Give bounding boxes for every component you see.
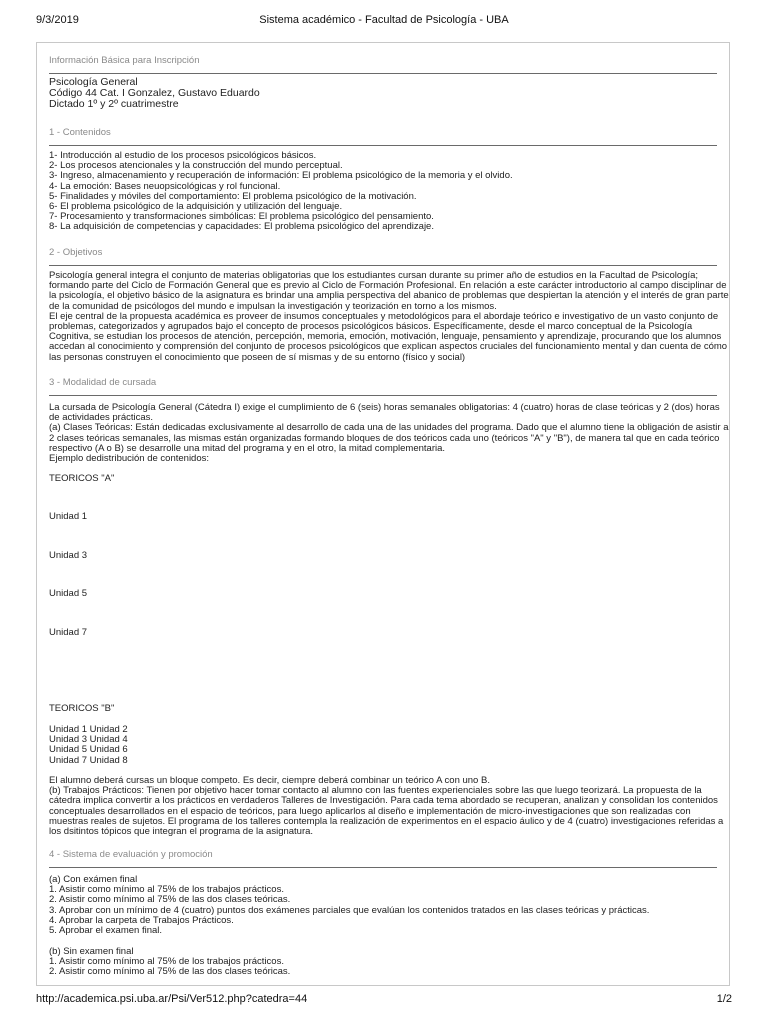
paragraph-line: El alumno deberá cursas un bloque competo. Es decir, ciempre deberá combinar un teórico A con uno B. [49, 775, 490, 786]
list-item: (b) Sin examen final [49, 946, 134, 957]
teoricos-b-unit: Unidad 7 Unidad 8 [49, 754, 128, 766]
paragraph-line: 2 clases teóricas semanales, las mismas están organizadas formando bloques de dos teóricos cada uno (teóricos "A" y "B"), de manera tal que en cada teórico [49, 432, 720, 444]
evaluacion-con-examen [49, 875, 717, 936]
list-item: 8- La adquisición de competencias y capacidades: El problema psicológico del aprendizaje. [49, 221, 434, 233]
paragraph-line: accedan al conocimiento y comprensión del conjunto de procesos psicológicos que explican aspectos cruciales del funcionamiento mental y dan cuenta de cómo [49, 341, 728, 353]
evaluacion-heading: 4 - Sistema de evaluación y promoción [49, 849, 717, 868]
subject-dictado: Dictado 1º y 2º cuatrimestre [49, 97, 179, 110]
list-item: 2. Asistir como mínimo al 75% de las dos clases teóricas. [49, 966, 291, 978]
paragraph-line: de la comunidad de psicólogos del mundo e impulsan la investigación y teorización en torno a los mismos. [49, 300, 497, 312]
teoricos-b-unit: Unidad 5 Unidad 6 [49, 744, 128, 756]
paragraph-line: formando parte del Ciclo de Formación General que es previo al Ciclo de Formación Profesional. En relación a este carácter introductorio al campo disciplinar de [49, 280, 727, 292]
paragraph-line: problemas, categorizados y agrupados bajo el concepto de procesos psicológicos básicos. Específicamente, desde el marco conceptual de la Psicología [49, 321, 693, 333]
list-item: 2- Los procesos atencionales y la construcción del mundo perceptual. [49, 160, 343, 172]
paragraph-line: los dsitintos tópicos que integran el programa de la asignatura. [49, 826, 314, 838]
teoricos-b-unit: Unidad 1 Unidad 2 [49, 724, 128, 735]
basic-info-block [49, 77, 717, 109]
modalidad-closing [49, 775, 724, 838]
modalidad-intro [49, 402, 729, 465]
print-footer [36, 993, 732, 1007]
list-item: 1- Introducción al estudio de los procesos psicológicos básicos. [49, 150, 317, 161]
list-item: 4- La emoción: Bases neuopsicológicas y rol funcional. [49, 180, 281, 192]
paragraph-line: las personas construyen el conocimiento que poseen de sí mismas y de su entorno (físico y social) [49, 351, 466, 363]
list-item: 4. Aprobar la carpeta de Trabajos Prácticos. [49, 914, 234, 926]
paragraph-line: Psicología general integra el conjunto de materias obligatorias que los estudiantes cursan durante su primer año de estudios en la Facultad de Psicología; [49, 270, 699, 281]
teoricos-a-unit: Unidad 1 [49, 511, 88, 522]
evaluacion-sin-examen [49, 947, 717, 978]
paragraph-line: La cursada de Psicología General (Cátedra I) exige el cumplimiento de 6 (seis) horas semanales obligatorias: 4 (cuatro) horas de clase teóricas y 2 (dos) horas [49, 402, 720, 413]
paragraph-line: Cognitiva, se estudian los procesos de atención, percepción, memoria, emoción, motivación, lenguaje, pensamiento y aprendizaje, procurando que los alumnos [49, 331, 722, 343]
print-title: Sistema académico - Facultad de Psicología - UBA [259, 14, 509, 26]
teoricos-a-label: TEORICOS "A" [49, 473, 115, 484]
subject-name: Psicología General [49, 76, 138, 88]
teoricos-b-unit: Unidad 3 Unidad 4 [49, 734, 128, 746]
list-item: 2. Asistir como mínimo al 75% de las dos clases teóricas. [49, 894, 291, 906]
modalidad-heading: 3 - Modalidad de cursada [49, 377, 717, 396]
teoricos-a-unit: Unidad 7 [49, 627, 88, 638]
paragraph-line: la psicología, el objetivo básico de la asignatura es brindar una amplia perspectiva del abanico de problemas que despiertan la atención y el interés de gran parte [49, 290, 729, 302]
basic-info-heading: Información Básica para Inscripción [49, 55, 717, 74]
paragraph-line: El eje central de la propuesta académica es proveer de insumos conceptuales y metodológicos para el abordaje teórico e investigativo de un vasto conjunto de [49, 310, 719, 322]
teoricos-b-units [49, 725, 717, 766]
list-item: (a) Con exámen final [49, 874, 138, 885]
contenidos-list [49, 151, 717, 233]
print-url: http://academica.psi.uba.ar/Psi/Ver512.php?catedra=44 [36, 993, 308, 1005]
paragraph-line: de actividades prácticas. [49, 412, 154, 424]
paragraph-line: (b) Trabajos Prácticos: Tienen por objetivo hacer tomar contacto al alumno con las fuentes experienciales sobre las que luego teorizará. La propuesta de la [49, 785, 702, 797]
objetivos-heading: 2 - Objetivos [49, 247, 717, 266]
paragraph-line: respectivo (A o B) se desarrolle una mitad del programa y en el otro, la mitad complementaria. [49, 442, 446, 454]
teoricos-a-unit: Unidad 3 [49, 550, 88, 561]
paragraph-line: Ejemplo dedistribución de contenidos: [49, 453, 210, 465]
teoricos-b-label: TEORICOS "B" [49, 703, 115, 714]
paragraph-line: conceptuales desarrollados en el espacio de teóricos, para luego aplicarlos al diseño e implementación de micro-investigaciones que son realizadas con [49, 805, 691, 817]
teoricos-a-unit: Unidad 5 [49, 588, 88, 599]
list-item: 1. Asistir como mínimo al 75% de los trabajos prácticos. [49, 956, 284, 968]
print-date: 9/3/2019 [36, 14, 79, 26]
subject-code: Código 44 Cat. I Gonzalez, Gustavo Eduardo [49, 86, 260, 99]
paragraph-line: (a) Clases Teóricas: Están dedicadas exclusivamente al desarrollo de cada una de las unidades del programa. Dado que el alumno tiene la obligación de asistir a [49, 422, 729, 434]
list-item: 7- Procesamiento y transformaciones simbólicas: El problema psicológico del pensamiento. [49, 211, 434, 223]
contenidos-heading: 1 - Contenidos [49, 127, 717, 146]
objetivos-text [49, 270, 729, 363]
list-item: 6- El problema psicológico de la adquisición y utilización del lenguaje. [49, 201, 343, 213]
list-item: 3. Aprobar con un mínimo de 4 (cuatro) puntos dos exámenes parciales que evalúan los contenidos tratados en las clases teóricas y prácticas. [49, 904, 650, 916]
list-item: 5- Finalidades y móviles del comportamiento: El problema psicológico de la motivación. [49, 190, 417, 202]
list-item: 5. Aprobar el examen final. [49, 925, 163, 937]
list-item: 3- Ingreso, almacenamiento y recuperación de información: El problema psicológico de la memoria y el olvido. [49, 170, 513, 182]
list-item: 1. Asistir como mínimo al 75% de los trabajos prácticos. [49, 884, 284, 896]
document-frame [36, 42, 730, 986]
page-number: 1/2 [716, 993, 732, 1005]
paragraph-line: muestras reales de sujetos. El programa de los talleres contempla la realización de experimentos en el espacio áulico y de 4 (cuatro) investigaciones referidas a [49, 815, 724, 827]
print-header [36, 14, 732, 28]
paragraph-line: cátedra implica convertir a los prácticos en verdaderos Talleres de Investigación. Para cada tema abordado se recuperan, analizan y consolidan los contenidos [49, 795, 718, 807]
